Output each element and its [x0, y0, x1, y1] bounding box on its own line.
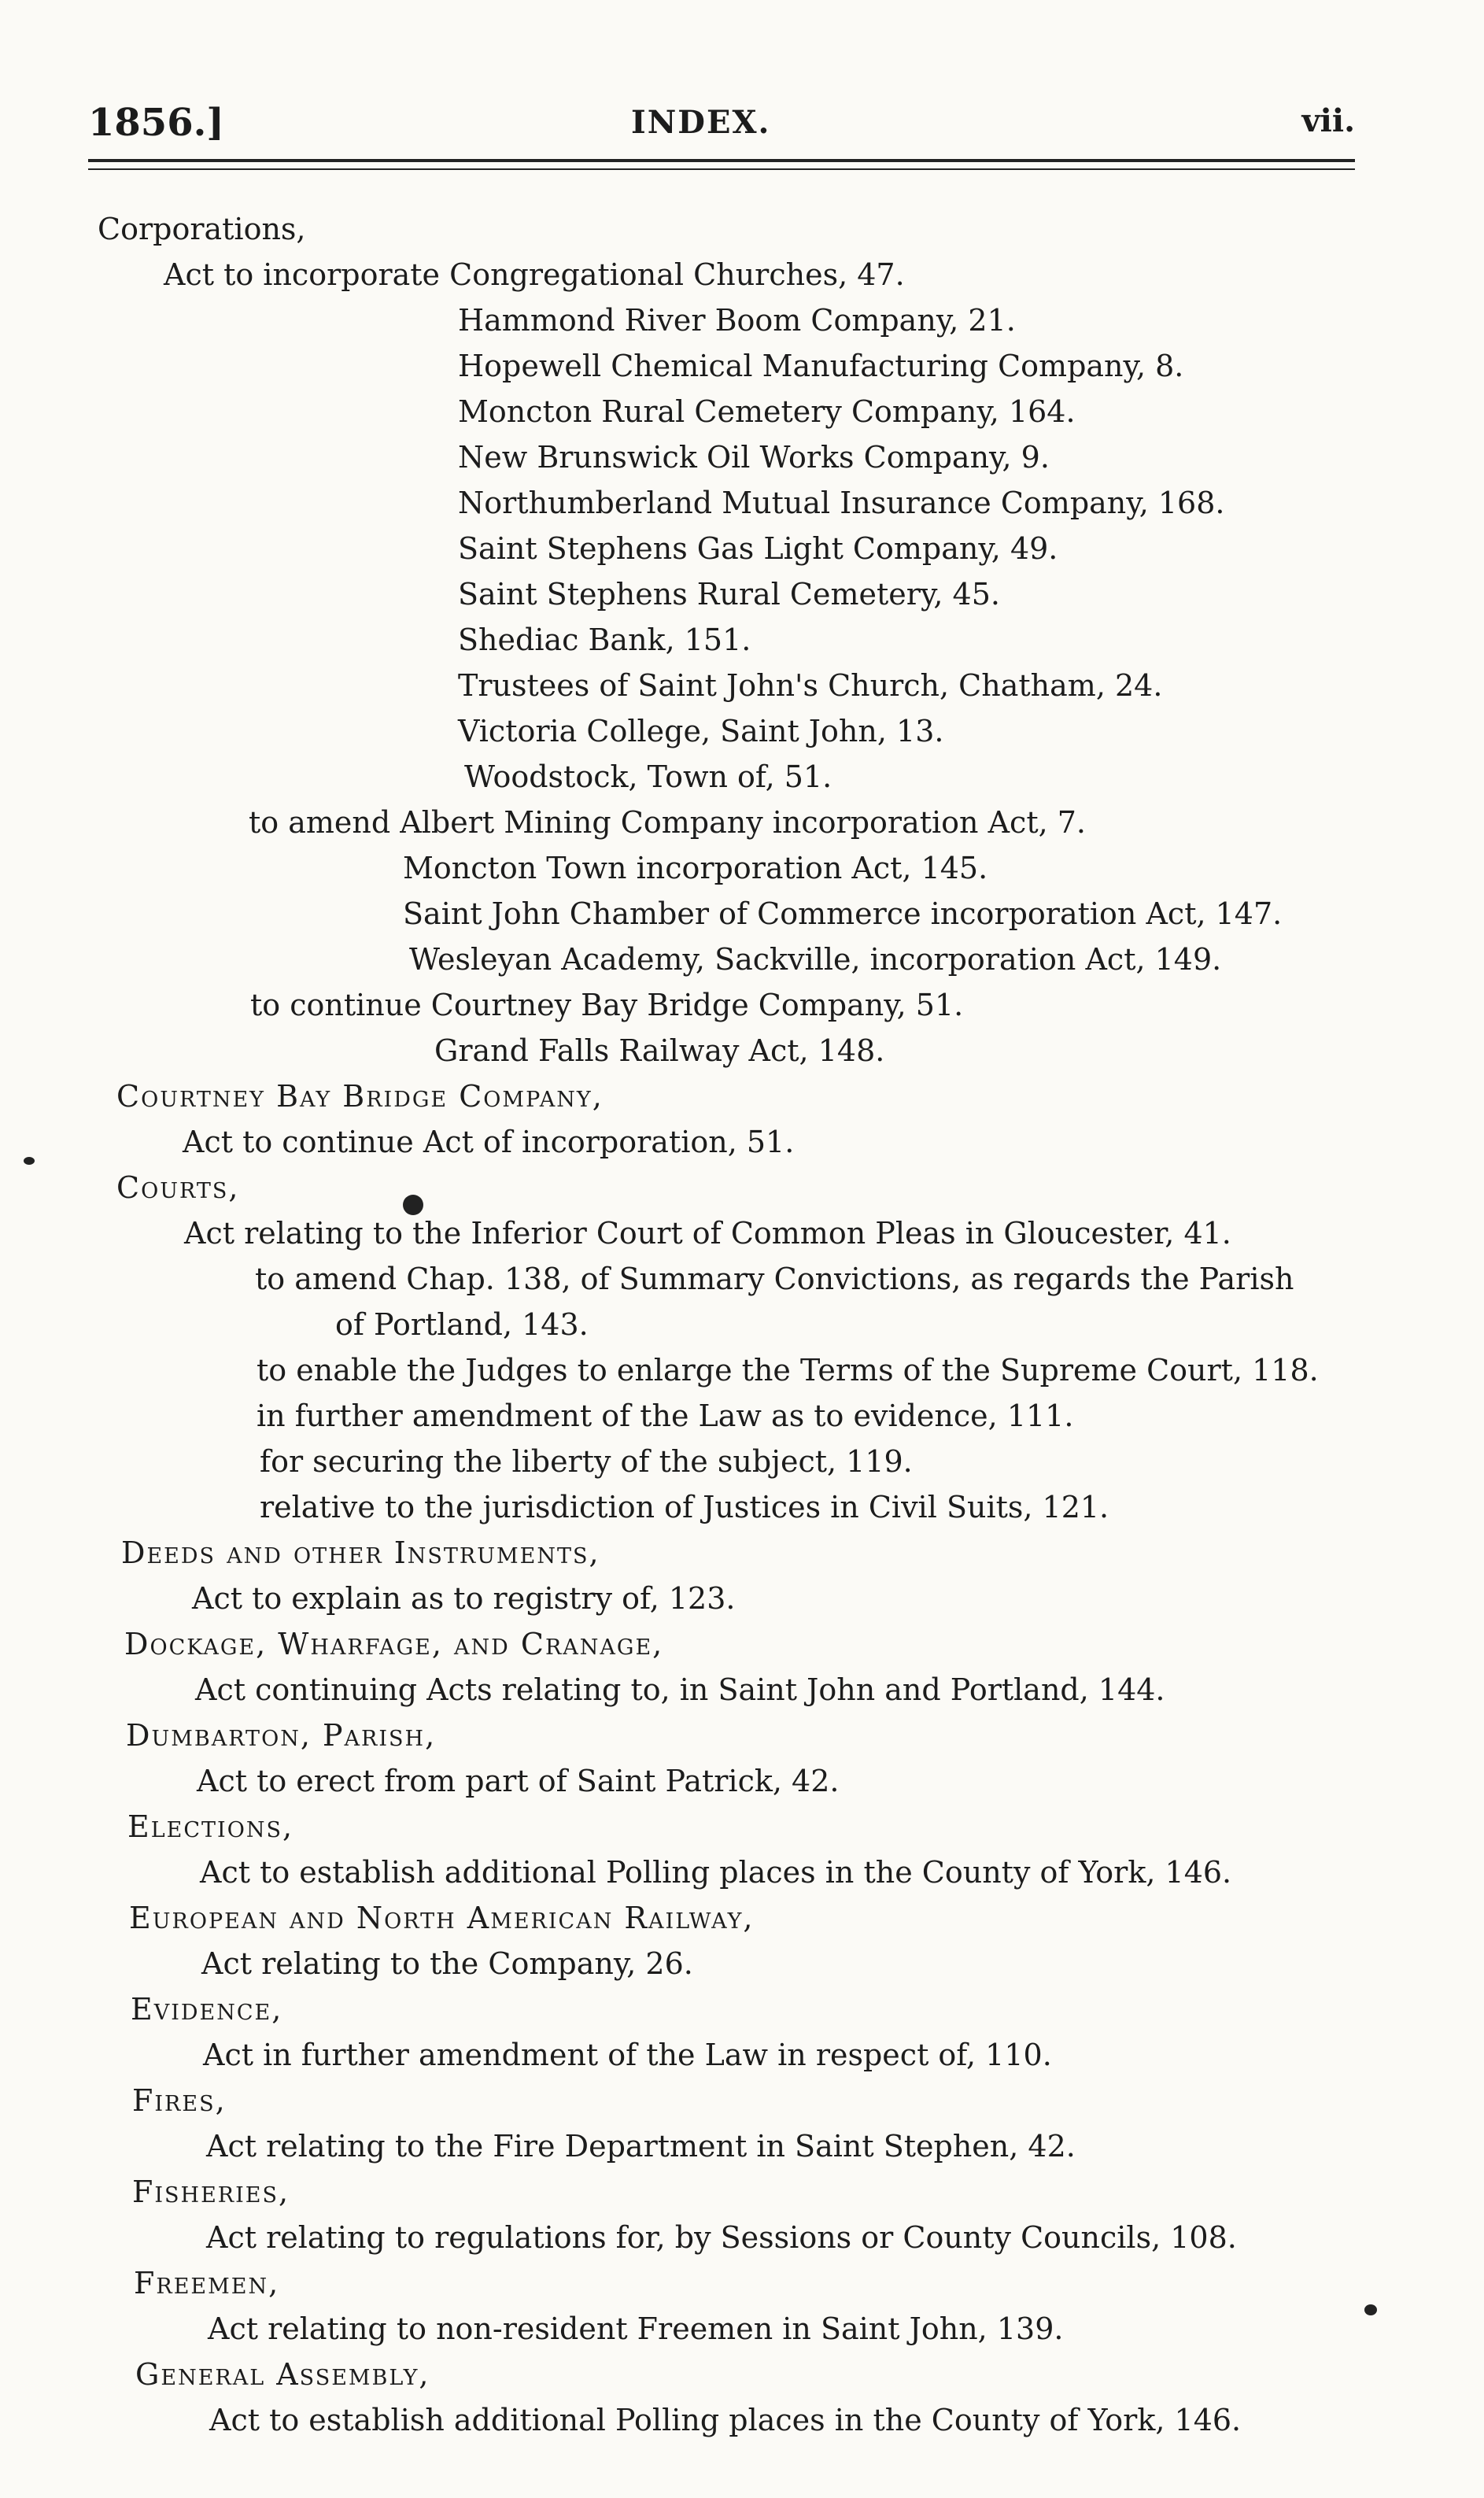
page-header [88, 93, 1355, 164]
index-heading: Courts, [116, 1170, 240, 1205]
index-entry: Act to establish additional Polling places in the County of York, 146. [200, 1855, 1232, 1890]
ink-speck [24, 1157, 35, 1165]
index-entry: Act to continue Act of incorporation, 51. [183, 1125, 795, 1159]
index-entry: Act to establish additional Polling places in the County of York, 146. [209, 2403, 1242, 2437]
header-rule-thin [88, 168, 1355, 170]
index-entry: Moncton Rural Cemetery Company, 164. [458, 394, 1076, 429]
index-entry: to amend Albert Mining Company incorporation Act, 7. [249, 805, 1086, 840]
index-entry: in further amendment of the Law as to evidence, 111. [257, 1399, 1074, 1433]
index-entry: Moncton Town incorporation Act, 145. [403, 851, 988, 885]
header-title: INDEX. [631, 104, 771, 141]
index-entry: Grand Falls Railway Act, 148. [434, 1033, 885, 1068]
index-entry: for securing the liberty of the subject, 119. [260, 1444, 913, 1479]
index-heading: Fires, [132, 2083, 227, 2118]
index-entry: Hammond River Boom Company, 21. [458, 303, 1016, 338]
index-entry: Act relating to the Inferior Court of Common Pleas in Gloucester, 41. [184, 1216, 1231, 1251]
index-entry: Northumberland Mutual Insurance Company, 168. [458, 486, 1225, 520]
index-entry: Wesleyan Academy, Sackville, incorporation Act, 149. [409, 942, 1222, 977]
index-entry: to amend Chap. 138, of Summary Convictions, as regards the Parish [255, 1262, 1294, 1296]
index-entry: to enable the Judges to enlarge the Terms of the Supreme Court, 118. [257, 1353, 1319, 1388]
header-rule-thick [88, 159, 1355, 162]
index-entry: Act continuing Acts relating to, in Saint John and Portland, 144. [195, 1672, 1165, 1707]
index-entry: Act relating to non-resident Freemen in Saint John, 139. [208, 2311, 1064, 2346]
header-year: 1856.] [88, 101, 225, 145]
index-entry: Victoria College, Saint John, 13. [458, 714, 944, 748]
index-entry: Act to erect from part of Saint Patrick, 42. [197, 1764, 840, 1798]
index-entry: Act relating to the Fire Department in Saint Stephen, 42. [206, 2129, 1076, 2164]
ink-blot [403, 1195, 423, 1215]
index-heading: Evidence, [131, 1992, 283, 2027]
index-entry: Act relating to regulations for, by Sessions or County Councils, 108. [206, 2220, 1237, 2255]
index-heading: Fisheries, [132, 2175, 290, 2209]
index-heading: General Assembly, [135, 2357, 430, 2392]
index-entries [0, 206, 1484, 2443]
index-heading: Dockage, Wharfage, and Cranage, [124, 1627, 664, 1661]
index-entry: Act to explain as to registry of, 123. [192, 1581, 736, 1616]
index-entry: Act relating to the Company, 26. [201, 1946, 693, 1981]
index-entry: of Portland, 143. [335, 1307, 589, 1342]
index-entry: Trustees of Saint John's Church, Chatham, 24. [458, 668, 1163, 703]
index-entry: New Brunswick Oil Works Company, 9. [458, 440, 1050, 475]
index-entry: Shediac Bank, 151. [458, 623, 751, 657]
index-heading: Freemen, [134, 2266, 280, 2300]
index-entry: Act in further amendment of the Law in respect of, 110. [203, 2038, 1052, 2072]
index-entry: Saint John Chamber of Commerce incorporation Act, 147. [403, 896, 1283, 931]
index-heading: European and North American Railway, [129, 1901, 755, 1935]
index-entry: Hopewell Chemical Manufacturing Company, 8. [458, 349, 1184, 383]
index-entry: to continue Courtney Bay Bridge Company, 51. [250, 988, 964, 1022]
index-heading: Elections, [127, 1809, 294, 1844]
index-heading: Courtney Bay Bridge Company, [116, 1079, 604, 1114]
index-entry: relative to the jurisdiction of Justices in Civil Suits, 121. [260, 1490, 1109, 1524]
ink-speck [1364, 2304, 1377, 2315]
index-entry: Act to incorporate Congregational Churches, 47. [164, 257, 905, 292]
index-entry: Saint Stephens Rural Cemetery, 45. [458, 577, 1000, 612]
index-entry: Saint Stephens Gas Light Company, 49. [458, 531, 1058, 566]
index-heading: Dumbarton, Parish, [126, 1718, 437, 1753]
header-page-number: vii. [1301, 102, 1355, 139]
index-heading: Corporations, [98, 212, 306, 246]
index-heading: Deeds and other Instruments, [121, 1535, 600, 1570]
index-entry: Woodstock, Town of, 51. [464, 759, 832, 794]
